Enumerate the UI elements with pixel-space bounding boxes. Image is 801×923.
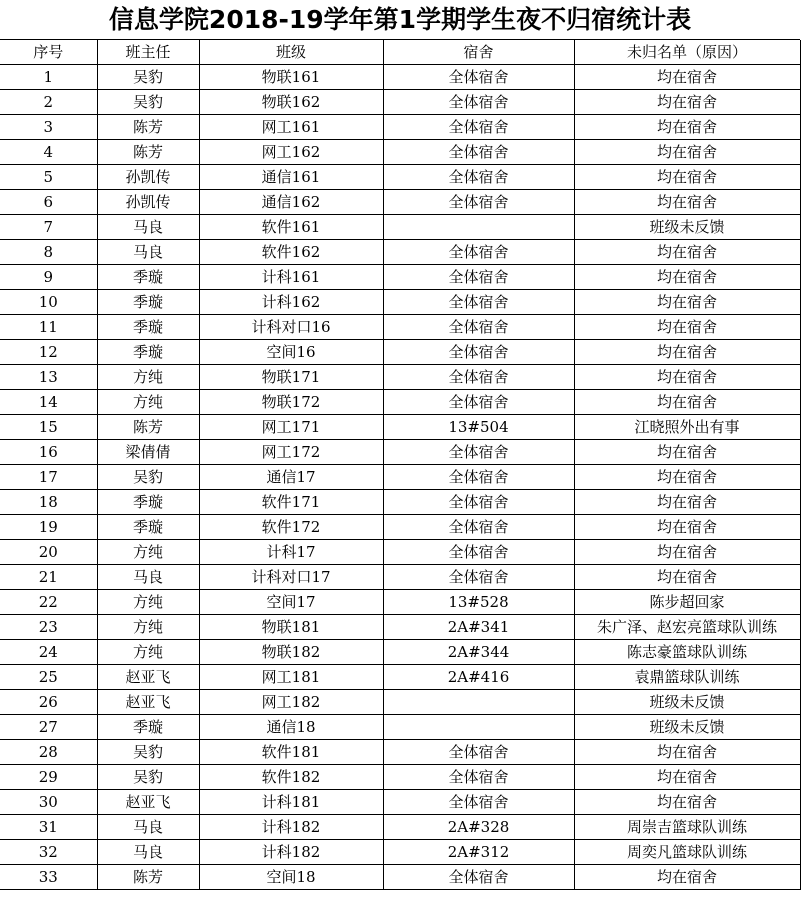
cell-teacher[interactable]: 马良: [97, 215, 199, 240]
cell-class[interactable]: 计科对口16: [199, 315, 383, 340]
cell-teacher[interactable]: 吴豹: [97, 65, 199, 90]
table-row: [0, 215, 800, 240]
cell-teacher[interactable]: 孙凯传: [97, 190, 199, 215]
cell-number[interactable]: 31: [0, 815, 97, 840]
table-row: [0, 240, 800, 265]
cell-dorm[interactable]: 2A#312: [383, 840, 574, 865]
table-row: [0, 615, 800, 640]
cell-dorm[interactable]: [383, 215, 574, 240]
table-row: [0, 515, 800, 540]
cell-class[interactable]: 网工182: [199, 690, 383, 715]
cell-class[interactable]: 通信161: [199, 165, 383, 190]
cell-class[interactable]: 通信162: [199, 190, 383, 215]
table-row: [0, 365, 800, 390]
cell-teacher[interactable]: 吴豹: [97, 740, 199, 765]
cell-number[interactable]: 14: [0, 390, 97, 415]
cell-absent-list[interactable]: 均在宿舍: [574, 290, 800, 315]
cell-number[interactable]: 10: [0, 290, 97, 315]
cell-number[interactable]: 29: [0, 765, 97, 790]
cell-dorm[interactable]: 全体宿舍: [383, 165, 574, 190]
cell-teacher[interactable]: 方纯: [97, 365, 199, 390]
table-row: [0, 390, 800, 415]
cell-absent-list[interactable]: 均在宿舍: [574, 540, 800, 565]
cell-dorm[interactable]: [383, 690, 574, 715]
cell-teacher[interactable]: 吴豹: [97, 765, 199, 790]
cell-number[interactable]: 12: [0, 340, 97, 365]
cell-absent-list[interactable]: 班级未反馈: [574, 715, 800, 740]
table-row: [0, 640, 800, 665]
cell-number[interactable]: 22: [0, 590, 97, 615]
cell-teacher[interactable]: 吴豹: [97, 465, 199, 490]
cell-teacher[interactable]: 陈芳: [97, 865, 199, 890]
table-title: 信息学院2018-19学年第1学期学生夜不归宿统计表: [0, 0, 800, 40]
cell-dorm[interactable]: 全体宿舍: [383, 515, 574, 540]
cell-number[interactable]: 8: [0, 240, 97, 265]
cell-absent-list[interactable]: 均在宿舍: [574, 340, 800, 365]
cell-absent-list[interactable]: 均在宿舍: [574, 465, 800, 490]
cell-dorm[interactable]: 全体宿舍: [383, 140, 574, 165]
cell-teacher[interactable]: 方纯: [97, 615, 199, 640]
cell-teacher[interactable]: 赵亚飞: [97, 690, 199, 715]
cell-class[interactable]: 计科162: [199, 290, 383, 315]
cell-class[interactable]: 通信17: [199, 465, 383, 490]
cell-absent-list[interactable]: 周崇吉篮球队训练: [574, 815, 800, 840]
cell-dorm[interactable]: 全体宿舍: [383, 340, 574, 365]
cell-number[interactable]: 3: [0, 115, 97, 140]
cell-teacher[interactable]: 季璇: [97, 490, 199, 515]
cell-number[interactable]: 23: [0, 615, 97, 640]
cell-dorm[interactable]: 全体宿舍: [383, 315, 574, 340]
cell-dorm[interactable]: 全体宿舍: [383, 190, 574, 215]
attendance-table: [0, 40, 801, 890]
cell-teacher[interactable]: 马良: [97, 840, 199, 865]
cell-absent-list[interactable]: 均在宿舍: [574, 140, 800, 165]
table-row: [0, 440, 800, 465]
cell-absent-list[interactable]: 班级未反馈: [574, 690, 800, 715]
header-cell-class[interactable]: 班级: [199, 40, 383, 65]
cell-class[interactable]: 软件182: [199, 765, 383, 790]
table-row: [0, 715, 800, 740]
cell-absent-list[interactable]: 均在宿舍: [574, 865, 800, 890]
table-row: [0, 565, 800, 590]
cell-dorm[interactable]: 全体宿舍: [383, 465, 574, 490]
cell-class[interactable]: 计科182: [199, 815, 383, 840]
cell-number[interactable]: 13: [0, 365, 97, 390]
cell-number[interactable]: 17: [0, 465, 97, 490]
table-row: [0, 790, 800, 815]
cell-absent-list[interactable]: 班级未反馈: [574, 215, 800, 240]
cell-teacher[interactable]: 马良: [97, 565, 199, 590]
table-row: [0, 165, 800, 190]
table-row: [0, 865, 800, 890]
cell-number[interactable]: 1: [0, 65, 97, 90]
cell-number[interactable]: 19: [0, 515, 97, 540]
cell-dorm[interactable]: 全体宿舍: [383, 865, 574, 890]
cell-number[interactable]: 32: [0, 840, 97, 865]
cell-dorm[interactable]: 全体宿舍: [383, 240, 574, 265]
cell-absent-list[interactable]: 均在宿舍: [574, 90, 800, 115]
header-cell-number[interactable]: 序号: [0, 40, 97, 65]
cell-class[interactable]: 网工172: [199, 440, 383, 465]
cell-absent-list[interactable]: 均在宿舍: [574, 390, 800, 415]
cell-absent-list[interactable]: 均在宿舍: [574, 740, 800, 765]
cell-absent-list[interactable]: 均在宿舍: [574, 765, 800, 790]
cell-absent-list[interactable]: 周奕凡篮球队训练: [574, 840, 800, 865]
cell-teacher[interactable]: 季璇: [97, 290, 199, 315]
cell-teacher[interactable]: 马良: [97, 240, 199, 265]
cell-absent-list[interactable]: 均在宿舍: [574, 240, 800, 265]
cell-number[interactable]: 28: [0, 740, 97, 765]
cell-number[interactable]: 26: [0, 690, 97, 715]
cell-dorm[interactable]: 全体宿舍: [383, 765, 574, 790]
cell-class[interactable]: 空间17: [199, 590, 383, 615]
header-cell-absent-list[interactable]: 未归名单（原因）: [574, 40, 800, 65]
cell-absent-list[interactable]: 陈步超回家: [574, 590, 800, 615]
cell-dorm[interactable]: 全体宿舍: [383, 740, 574, 765]
cell-teacher[interactable]: 方纯: [97, 540, 199, 565]
cell-dorm[interactable]: [383, 715, 574, 740]
cell-absent-list[interactable]: 均在宿舍: [574, 440, 800, 465]
cell-class[interactable]: 网工181: [199, 665, 383, 690]
cell-class[interactable]: 计科17: [199, 540, 383, 565]
cell-class[interactable]: 软件181: [199, 740, 383, 765]
cell-dorm[interactable]: 全体宿舍: [383, 440, 574, 465]
cell-teacher[interactable]: 赵亚飞: [97, 665, 199, 690]
cell-absent-list[interactable]: 均在宿舍: [574, 365, 800, 390]
cell-number[interactable]: 4: [0, 140, 97, 165]
cell-number[interactable]: 33: [0, 865, 97, 890]
cell-class[interactable]: 网工161: [199, 115, 383, 140]
cell-teacher[interactable]: 陈芳: [97, 115, 199, 140]
cell-absent-list[interactable]: 均在宿舍: [574, 790, 800, 815]
cell-class[interactable]: 物联171: [199, 365, 383, 390]
cell-teacher[interactable]: 孙凯传: [97, 165, 199, 190]
cell-dorm[interactable]: 全体宿舍: [383, 115, 574, 140]
cell-class[interactable]: 物联181: [199, 615, 383, 640]
cell-absent-list[interactable]: 均在宿舍: [574, 565, 800, 590]
cell-class[interactable]: 物联162: [199, 90, 383, 115]
cell-dorm[interactable]: 全体宿舍: [383, 790, 574, 815]
table-row: [0, 115, 800, 140]
cell-dorm[interactable]: 2A#344: [383, 640, 574, 665]
table-row: [0, 765, 800, 790]
cell-teacher[interactable]: 吴豹: [97, 90, 199, 115]
cell-number[interactable]: 9: [0, 265, 97, 290]
cell-teacher[interactable]: 方纯: [97, 390, 199, 415]
table-row: [0, 65, 800, 90]
table-row: [0, 190, 800, 215]
cell-absent-list[interactable]: 均在宿舍: [574, 190, 800, 215]
table-row: [0, 690, 800, 715]
cell-teacher[interactable]: 季璇: [97, 265, 199, 290]
cell-teacher[interactable]: 马良: [97, 815, 199, 840]
cell-dorm[interactable]: 全体宿舍: [383, 565, 574, 590]
cell-class[interactable]: 通信18: [199, 715, 383, 740]
cell-dorm[interactable]: 全体宿舍: [383, 390, 574, 415]
cell-number[interactable]: 30: [0, 790, 97, 815]
cell-number[interactable]: 21: [0, 565, 97, 590]
header-row: [0, 40, 800, 65]
table-row: [0, 540, 800, 565]
table-row: [0, 665, 800, 690]
cell-dorm[interactable]: 全体宿舍: [383, 540, 574, 565]
cell-number[interactable]: 27: [0, 715, 97, 740]
cell-teacher[interactable]: 季璇: [97, 715, 199, 740]
cell-teacher[interactable]: 梁倩倩: [97, 440, 199, 465]
table-row: [0, 315, 800, 340]
table-row: [0, 490, 800, 515]
table-row: [0, 265, 800, 290]
table-row: [0, 465, 800, 490]
cell-class[interactable]: 空间16: [199, 340, 383, 365]
cell-number[interactable]: 6: [0, 190, 97, 215]
table-row: [0, 815, 800, 840]
cell-class[interactable]: 软件161: [199, 215, 383, 240]
header-cell-teacher[interactable]: 班主任: [97, 40, 199, 65]
cell-teacher[interactable]: 陈芳: [97, 140, 199, 165]
cell-class[interactable]: 计科181: [199, 790, 383, 815]
cell-class[interactable]: 计科161: [199, 265, 383, 290]
table-row: [0, 290, 800, 315]
cell-class[interactable]: 物联172: [199, 390, 383, 415]
cell-absent-list[interactable]: 均在宿舍: [574, 115, 800, 140]
cell-absent-list[interactable]: 朱广泽、赵宏亮篮球队训练: [574, 615, 800, 640]
cell-number[interactable]: 2: [0, 90, 97, 115]
cell-teacher[interactable]: 方纯: [97, 590, 199, 615]
cell-number[interactable]: 16: [0, 440, 97, 465]
cell-dorm[interactable]: 全体宿舍: [383, 65, 574, 90]
cell-dorm[interactable]: 2A#328: [383, 815, 574, 840]
cell-class[interactable]: 物联161: [199, 65, 383, 90]
cell-teacher[interactable]: 季璇: [97, 515, 199, 540]
table-row: [0, 415, 800, 440]
cell-number[interactable]: 15: [0, 415, 97, 440]
cell-teacher[interactable]: 赵亚飞: [97, 790, 199, 815]
cell-teacher[interactable]: 季璇: [97, 340, 199, 365]
cell-number[interactable]: 25: [0, 665, 97, 690]
cell-class[interactable]: 软件171: [199, 490, 383, 515]
cell-absent-list[interactable]: 均在宿舍: [574, 515, 800, 540]
cell-dorm[interactable]: 全体宿舍: [383, 265, 574, 290]
cell-class[interactable]: 计科对口17: [199, 565, 383, 590]
cell-absent-list[interactable]: 均在宿舍: [574, 65, 800, 90]
cell-teacher[interactable]: 方纯: [97, 640, 199, 665]
cell-dorm[interactable]: 全体宿舍: [383, 365, 574, 390]
table-row: [0, 590, 800, 615]
table-row: [0, 840, 800, 865]
cell-teacher[interactable]: 陈芳: [97, 415, 199, 440]
cell-class[interactable]: 物联182: [199, 640, 383, 665]
cell-class[interactable]: 软件172: [199, 515, 383, 540]
cell-dorm[interactable]: 全体宿舍: [383, 290, 574, 315]
header-cell-dorm[interactable]: 宿舍: [383, 40, 574, 65]
table-row: [0, 740, 800, 765]
table-row: [0, 340, 800, 365]
cell-dorm[interactable]: 2A#416: [383, 665, 574, 690]
cell-number[interactable]: 18: [0, 490, 97, 515]
cell-teacher[interactable]: 季璇: [97, 315, 199, 340]
cell-number[interactable]: 7: [0, 215, 97, 240]
cell-dorm[interactable]: 全体宿舍: [383, 490, 574, 515]
cell-dorm[interactable]: 13#504: [383, 415, 574, 440]
cell-dorm[interactable]: 2A#341: [383, 615, 574, 640]
cell-number[interactable]: 11: [0, 315, 97, 340]
cell-number[interactable]: 24: [0, 640, 97, 665]
cell-class[interactable]: 网工171: [199, 415, 383, 440]
cell-absent-list[interactable]: 袁鼎篮球队训练: [574, 665, 800, 690]
cell-class[interactable]: 网工162: [199, 140, 383, 165]
cell-class[interactable]: 软件162: [199, 240, 383, 265]
cell-absent-list[interactable]: 陈志豪篮球队训练: [574, 640, 800, 665]
cell-dorm[interactable]: 全体宿舍: [383, 90, 574, 115]
cell-absent-list[interactable]: 均在宿舍: [574, 165, 800, 190]
cell-absent-list[interactable]: 均在宿舍: [574, 265, 800, 290]
cell-class[interactable]: 计科182: [199, 840, 383, 865]
cell-dorm[interactable]: 13#528: [383, 590, 574, 615]
table-row: [0, 140, 800, 165]
cell-absent-list[interactable]: 江晓照外出有事: [574, 415, 800, 440]
cell-number[interactable]: 20: [0, 540, 97, 565]
cell-number[interactable]: 5: [0, 165, 97, 190]
cell-absent-list[interactable]: 均在宿舍: [574, 490, 800, 515]
cell-class[interactable]: 空间18: [199, 865, 383, 890]
table-row: [0, 90, 800, 115]
cell-absent-list[interactable]: 均在宿舍: [574, 315, 800, 340]
